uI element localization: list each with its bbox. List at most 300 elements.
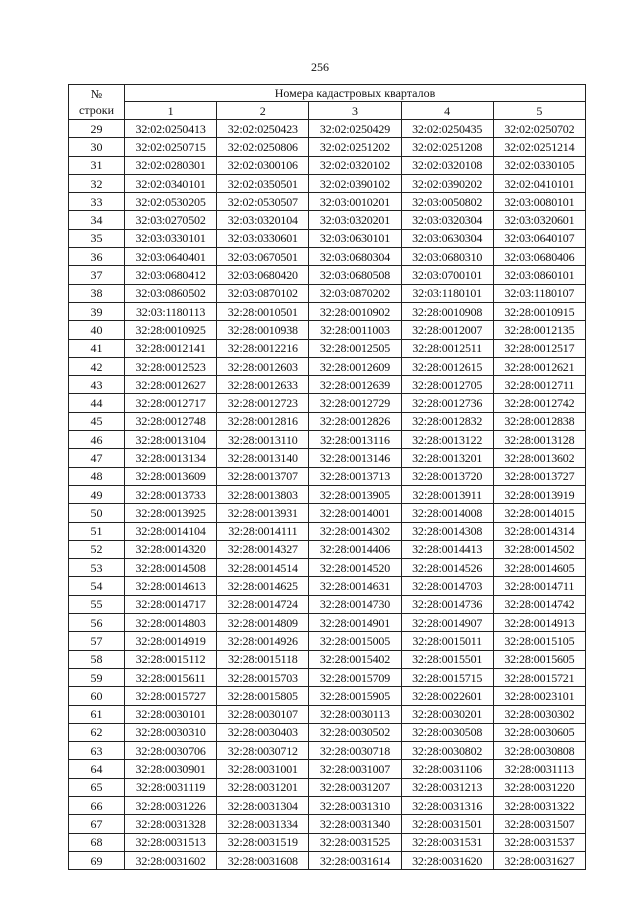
table-row xyxy=(69,266,586,284)
cadastral-code-cell: 32:02:0250413 xyxy=(125,120,217,138)
cadastral-code-cell: 32:28:0031310 xyxy=(309,796,401,814)
cadastral-code-cell: 32:03:1180107 xyxy=(493,284,585,302)
cadastral-code-cell: 32:02:0340101 xyxy=(125,174,217,192)
cadastral-code-cell: 32:28:0031106 xyxy=(401,760,493,778)
cadastral-code-cell: 32:28:0015727 xyxy=(125,687,217,705)
cadastral-code-cell: 32:28:0031620 xyxy=(401,851,493,869)
table-row xyxy=(69,284,586,302)
header-row-number xyxy=(69,85,125,120)
cadastral-code-cell: 32:28:0031614 xyxy=(309,851,401,869)
table-row xyxy=(69,796,586,814)
row-number-cell: 43 xyxy=(69,376,125,394)
cadastral-code-cell: 32:28:0012838 xyxy=(493,412,585,430)
column-number-4: 4 xyxy=(401,102,493,120)
cadastral-code-cell: 32:28:0031537 xyxy=(493,833,585,851)
cadastral-code-cell: 32:28:0031201 xyxy=(217,778,309,796)
row-number-cell: 67 xyxy=(69,815,125,833)
cadastral-code-cell: 32:28:0030808 xyxy=(493,742,585,760)
table-row xyxy=(69,815,586,833)
cadastral-code-cell: 32:28:0031316 xyxy=(401,796,493,814)
cadastral-code-cell: 32:28:0031226 xyxy=(125,796,217,814)
cadastral-code-cell: 32:28:0014803 xyxy=(125,614,217,632)
table-row xyxy=(69,851,586,869)
cadastral-code-cell: 32:02:0300106 xyxy=(217,156,309,174)
cadastral-code-cell: 32:28:0012007 xyxy=(401,321,493,339)
cadastral-code-cell: 32:28:0012742 xyxy=(493,394,585,412)
cadastral-code-cell: 32:28:0013713 xyxy=(309,467,401,485)
row-number-cell: 30 xyxy=(69,138,125,156)
cadastral-code-cell: 32:28:0014314 xyxy=(493,522,585,540)
cadastral-code-cell: 32:28:0031322 xyxy=(493,796,585,814)
cadastral-code-cell: 32:03:0680310 xyxy=(401,248,493,266)
row-number-cell: 56 xyxy=(69,614,125,632)
cadastral-code-cell: 32:28:0031531 xyxy=(401,833,493,851)
cadastral-code-cell: 32:28:0014001 xyxy=(309,504,401,522)
cadastral-code-cell: 32:02:0280301 xyxy=(125,156,217,174)
cadastral-code-cell: 32:28:0031007 xyxy=(309,760,401,778)
table-row xyxy=(69,632,586,650)
cadastral-code-cell: 32:28:0012748 xyxy=(125,412,217,430)
cadastral-code-cell: 32:28:0031501 xyxy=(401,815,493,833)
cadastral-code-cell: 32:28:0012517 xyxy=(493,339,585,357)
cadastral-code-cell: 32:28:0031507 xyxy=(493,815,585,833)
cadastral-code-cell: 32:03:0680406 xyxy=(493,248,585,266)
cadastral-code-cell: 32:02:0251208 xyxy=(401,138,493,156)
cadastral-code-cell: 32:03:0050802 xyxy=(401,193,493,211)
table-row xyxy=(69,760,586,778)
table-row xyxy=(69,540,586,558)
cadastral-code-cell: 32:28:0013146 xyxy=(309,449,401,467)
row-number-cell: 35 xyxy=(69,229,125,247)
cadastral-code-cell: 32:28:0014502 xyxy=(493,540,585,558)
row-number-cell: 63 xyxy=(69,742,125,760)
cadastral-code-cell: 32:28:0013911 xyxy=(401,485,493,503)
cadastral-code-cell: 32:28:0031602 xyxy=(125,851,217,869)
row-number-cell: 36 xyxy=(69,248,125,266)
cadastral-code-cell: 32:28:0031119 xyxy=(125,778,217,796)
table-row xyxy=(69,357,586,375)
cadastral-code-cell: 32:03:0630304 xyxy=(401,229,493,247)
cadastral-code-cell: 32:02:0530205 xyxy=(125,193,217,211)
cadastral-code-cell: 32:28:0014320 xyxy=(125,540,217,558)
table-row xyxy=(69,778,586,796)
cadastral-code-cell: 32:28:0014413 xyxy=(401,540,493,558)
cadastral-code-cell: 32:28:0010925 xyxy=(125,321,217,339)
cadastral-code-cell: 32:28:0012633 xyxy=(217,376,309,394)
cadastral-code-cell: 32:03:0640107 xyxy=(493,229,585,247)
row-number-cell: 55 xyxy=(69,595,125,613)
cadastral-code-cell: 32:28:0030901 xyxy=(125,760,217,778)
cadastral-code-cell: 32:02:0250806 xyxy=(217,138,309,156)
cadastral-code-cell: 32:28:0012723 xyxy=(217,394,309,412)
row-number-cell: 50 xyxy=(69,504,125,522)
cadastral-code-cell: 32:28:0012639 xyxy=(309,376,401,394)
cadastral-code-cell: 32:28:0012135 xyxy=(493,321,585,339)
cadastral-code-cell: 32:28:0012627 xyxy=(125,376,217,394)
column-number-3: 3 xyxy=(309,102,401,120)
row-number-cell: 46 xyxy=(69,431,125,449)
cadastral-code-cell: 32:28:0031525 xyxy=(309,833,401,851)
table-row xyxy=(69,321,586,339)
row-number-cell: 40 xyxy=(69,321,125,339)
cadastral-code-cell: 32:28:0012609 xyxy=(309,357,401,375)
cadastral-code-cell: 32:03:0680508 xyxy=(309,266,401,284)
cadastral-code-cell: 32:02:0250423 xyxy=(217,120,309,138)
row-number-cell: 66 xyxy=(69,796,125,814)
cadastral-code-cell: 32:28:0013803 xyxy=(217,485,309,503)
row-number-cell: 52 xyxy=(69,540,125,558)
row-number-cell: 51 xyxy=(69,522,125,540)
cadastral-code-cell: 32:28:0014901 xyxy=(309,614,401,632)
cadastral-code-cell: 32:03:0320304 xyxy=(401,211,493,229)
cadastral-code-cell: 32:28:0012816 xyxy=(217,412,309,430)
cadastral-code-cell: 32:28:0013609 xyxy=(125,467,217,485)
table-row xyxy=(69,394,586,412)
row-number-cell: 61 xyxy=(69,705,125,723)
cadastral-code-cell: 32:28:0014406 xyxy=(309,540,401,558)
cadastral-code-cell: 32:28:0014711 xyxy=(493,577,585,595)
cadastral-code-cell: 32:28:0014508 xyxy=(125,559,217,577)
cadastral-code-cell: 32:28:0030508 xyxy=(401,723,493,741)
table-row xyxy=(69,595,586,613)
cadastral-code-cell: 32:28:0015011 xyxy=(401,632,493,650)
cadastral-code-cell: 32:28:0014736 xyxy=(401,595,493,613)
table-row xyxy=(69,412,586,430)
cadastral-code-cell: 32:28:0030605 xyxy=(493,723,585,741)
table-row xyxy=(69,120,586,138)
table-header xyxy=(69,85,586,120)
table-row xyxy=(69,211,586,229)
cadastral-code-cell: 32:28:0015105 xyxy=(493,632,585,650)
cadastral-code-cell: 32:02:0250429 xyxy=(309,120,401,138)
table-row xyxy=(69,229,586,247)
cadastral-code-cell: 32:28:0012523 xyxy=(125,357,217,375)
cadastral-code-cell: 32:28:0030403 xyxy=(217,723,309,741)
cadastral-code-cell: 32:03:1180101 xyxy=(401,284,493,302)
cadastral-code-cell: 32:03:0640401 xyxy=(125,248,217,266)
cadastral-code-cell: 32:28:0014742 xyxy=(493,595,585,613)
cadastral-code-cell: 32:28:0023101 xyxy=(493,687,585,705)
cadastral-code-cell: 32:28:0030201 xyxy=(401,705,493,723)
cadastral-code-cell: 32:03:0860502 xyxy=(125,284,217,302)
cadastral-code-cell: 32:28:0014717 xyxy=(125,595,217,613)
cadastral-code-cell: 32:28:0030706 xyxy=(125,742,217,760)
cadastral-code-cell: 32:28:0014926 xyxy=(217,632,309,650)
cadastral-code-cell: 32:28:0031513 xyxy=(125,833,217,851)
cadastral-code-cell: 32:28:0014526 xyxy=(401,559,493,577)
cadastral-code-cell: 32:28:0013733 xyxy=(125,485,217,503)
cadastral-code-cell: 32:28:0013905 xyxy=(309,485,401,503)
cadastral-code-cell: 32:28:0014730 xyxy=(309,595,401,613)
cadastral-code-cell: 32:28:0030302 xyxy=(493,705,585,723)
cadastral-code-cell: 32:28:0014111 xyxy=(217,522,309,540)
cadastral-code-cell: 32:28:0014104 xyxy=(125,522,217,540)
cadastral-code-cell: 32:28:0014514 xyxy=(217,559,309,577)
table-row xyxy=(69,138,586,156)
table-body xyxy=(69,120,586,870)
row-number-cell: 48 xyxy=(69,467,125,485)
cadastral-code-cell: 32:03:0320601 xyxy=(493,211,585,229)
cadastral-code-cell: 32:03:0680420 xyxy=(217,266,309,284)
cadastral-code-cell: 32:03:0320201 xyxy=(309,211,401,229)
table-row xyxy=(69,504,586,522)
cadastral-code-cell: 32:28:0031340 xyxy=(309,815,401,833)
row-number-cell: 53 xyxy=(69,559,125,577)
cadastral-code-cell: 32:02:0320102 xyxy=(309,156,401,174)
cadastral-code-cell: 32:28:0031608 xyxy=(217,851,309,869)
cadastral-code-cell: 32:02:0250702 xyxy=(493,120,585,138)
cadastral-code-cell: 32:28:0031304 xyxy=(217,796,309,814)
cadastral-code-cell: 32:28:0012216 xyxy=(217,339,309,357)
cadastral-code-cell: 32:03:0680304 xyxy=(309,248,401,266)
table-row xyxy=(69,577,586,595)
cadastral-code-cell: 32:28:0015112 xyxy=(125,650,217,668)
row-number-cell: 33 xyxy=(69,193,125,211)
cadastral-code-cell: 32:02:0530507 xyxy=(217,193,309,211)
cadastral-code-cell: 32:28:0031519 xyxy=(217,833,309,851)
cadastral-code-cell: 32:28:0030310 xyxy=(125,723,217,741)
cadastral-code-cell: 32:28:0013707 xyxy=(217,467,309,485)
cadastral-code-cell: 32:03:0010201 xyxy=(309,193,401,211)
row-number-cell: 54 xyxy=(69,577,125,595)
cadastral-code-cell: 32:28:0012621 xyxy=(493,357,585,375)
cadastral-code-cell: 32:28:0010908 xyxy=(401,302,493,320)
row-number-cell: 41 xyxy=(69,339,125,357)
table-row xyxy=(69,522,586,540)
cadastral-code-cell: 32:28:0015605 xyxy=(493,650,585,668)
row-number-cell: 57 xyxy=(69,632,125,650)
cadastral-code-cell: 32:02:0251214 xyxy=(493,138,585,156)
cadastral-code-cell: 32:02:0250435 xyxy=(401,120,493,138)
cadastral-code-cell: 32:02:0390102 xyxy=(309,174,401,192)
table-row xyxy=(69,376,586,394)
table-row xyxy=(69,723,586,741)
cadastral-code-cell: 32:28:0012736 xyxy=(401,394,493,412)
row-number-cell: 68 xyxy=(69,833,125,851)
cadastral-code-cell: 32:28:0012505 xyxy=(309,339,401,357)
cadastral-code-cell: 32:03:0270502 xyxy=(125,211,217,229)
table-row xyxy=(69,559,586,577)
table-row xyxy=(69,742,586,760)
row-number-cell: 31 xyxy=(69,156,125,174)
cadastral-code-cell: 32:03:0680412 xyxy=(125,266,217,284)
table-row xyxy=(69,687,586,705)
header-column-numbers xyxy=(69,102,586,120)
row-number-cell: 32 xyxy=(69,174,125,192)
cadastral-code-cell: 32:28:0031334 xyxy=(217,815,309,833)
cadastral-code-cell: 32:28:0012141 xyxy=(125,339,217,357)
cadastral-code-cell: 32:28:0015905 xyxy=(309,687,401,705)
table-row xyxy=(69,431,586,449)
table-row xyxy=(69,248,586,266)
cadastral-code-cell: 32:28:0015709 xyxy=(309,668,401,686)
cadastral-code-cell: 32:28:0022601 xyxy=(401,687,493,705)
column-number-5: 5 xyxy=(493,102,585,120)
cadastral-code-cell: 32:28:0012717 xyxy=(125,394,217,412)
table-row xyxy=(69,302,586,320)
cadastral-code-cell: 32:28:0014613 xyxy=(125,577,217,595)
table-row xyxy=(69,156,586,174)
row-number-cell: 44 xyxy=(69,394,125,412)
row-number-cell: 42 xyxy=(69,357,125,375)
table-row xyxy=(69,339,586,357)
row-number-cell: 38 xyxy=(69,284,125,302)
cadastral-code-cell: 32:02:0250715 xyxy=(125,138,217,156)
row-number-cell: 37 xyxy=(69,266,125,284)
cadastral-code-cell: 32:28:0031213 xyxy=(401,778,493,796)
cadastral-code-cell: 32:28:0015611 xyxy=(125,668,217,686)
cadastral-code-cell: 32:28:0012826 xyxy=(309,412,401,430)
cadastral-code-cell: 32:28:0031627 xyxy=(493,851,585,869)
cadastral-code-cell: 32:02:0390202 xyxy=(401,174,493,192)
cadastral-code-cell: 32:28:0012832 xyxy=(401,412,493,430)
cadastral-code-cell: 32:28:0014008 xyxy=(401,504,493,522)
cadastral-code-cell: 32:03:1180113 xyxy=(125,302,217,320)
row-number-cell: 69 xyxy=(69,851,125,869)
cadastral-code-cell: 32:28:0010938 xyxy=(217,321,309,339)
cadastral-code-cell: 32:28:0014907 xyxy=(401,614,493,632)
cadastral-code-cell: 32:28:0013919 xyxy=(493,485,585,503)
row-number-cell: 49 xyxy=(69,485,125,503)
cadastral-code-cell: 32:28:0014605 xyxy=(493,559,585,577)
row-number-cell: 65 xyxy=(69,778,125,796)
cadastral-code-cell: 32:28:0010501 xyxy=(217,302,309,320)
column-number-1: 1 xyxy=(125,102,217,120)
cadastral-code-cell: 32:28:0012705 xyxy=(401,376,493,394)
cadastral-code-cell: 32:28:0030101 xyxy=(125,705,217,723)
header-group-title: Номера кадастровых кварталов xyxy=(125,85,586,102)
cadastral-code-cell: 32:28:0013140 xyxy=(217,449,309,467)
table-row xyxy=(69,174,586,192)
cadastral-code-cell: 32:03:0870202 xyxy=(309,284,401,302)
cadastral-code-cell: 32:28:0031113 xyxy=(493,760,585,778)
cadastral-code-cell: 32:28:0030113 xyxy=(309,705,401,723)
cadastral-code-cell: 32:28:0015118 xyxy=(217,650,309,668)
cadastral-code-cell: 32:28:0031328 xyxy=(125,815,217,833)
cadastral-code-cell: 32:03:0700101 xyxy=(401,266,493,284)
table-row xyxy=(69,485,586,503)
cadastral-code-cell: 32:28:0030107 xyxy=(217,705,309,723)
column-number-2: 2 xyxy=(217,102,309,120)
cadastral-code-cell: 32:28:0013720 xyxy=(401,467,493,485)
cadastral-code-cell: 32:28:0014703 xyxy=(401,577,493,595)
cadastral-code-cell: 32:03:0080101 xyxy=(493,193,585,211)
table-row xyxy=(69,650,586,668)
table-row xyxy=(69,668,586,686)
cadastral-code-cell: 32:03:0330601 xyxy=(217,229,309,247)
cadastral-code-cell: 32:28:0014302 xyxy=(309,522,401,540)
cadastral-code-cell: 32:28:0031001 xyxy=(217,760,309,778)
cadastral-code-cell: 32:28:0014327 xyxy=(217,540,309,558)
table-row xyxy=(69,833,586,851)
cadastral-code-cell: 32:02:0410101 xyxy=(493,174,585,192)
table-row xyxy=(69,449,586,467)
cadastral-code-cell: 32:28:0014631 xyxy=(309,577,401,595)
cadastral-code-cell: 32:28:0013602 xyxy=(493,449,585,467)
row-number-cell: 64 xyxy=(69,760,125,778)
row-number-cell: 47 xyxy=(69,449,125,467)
cadastral-code-cell: 32:28:0014520 xyxy=(309,559,401,577)
cadastral-code-cell: 32:28:0014913 xyxy=(493,614,585,632)
row-number-cell: 34 xyxy=(69,211,125,229)
table-row xyxy=(69,193,586,211)
cadastral-code-cell: 32:28:0012711 xyxy=(493,376,585,394)
table-row xyxy=(69,467,586,485)
cadastral-code-cell: 32:28:0013201 xyxy=(401,449,493,467)
cadastral-code-cell: 32:03:0320104 xyxy=(217,211,309,229)
cadastral-code-cell: 32:28:0030802 xyxy=(401,742,493,760)
cadastral-code-cell: 32:02:0350501 xyxy=(217,174,309,192)
cadastral-code-cell: 32:28:0012729 xyxy=(309,394,401,412)
header-row-group xyxy=(69,85,586,102)
cadastral-code-cell: 32:28:0031220 xyxy=(493,778,585,796)
cadastral-code-cell: 32:28:0012615 xyxy=(401,357,493,375)
table-row xyxy=(69,705,586,723)
cadastral-code-cell: 32:28:0030718 xyxy=(309,742,401,760)
row-number-cell: 45 xyxy=(69,412,125,430)
cadastral-code-cell: 32:28:0014919 xyxy=(125,632,217,650)
row-number-cell: 62 xyxy=(69,723,125,741)
cadastral-code-cell: 32:28:0013727 xyxy=(493,467,585,485)
cadastral-code-cell: 32:02:0330105 xyxy=(493,156,585,174)
cadastral-code-cell: 32:03:0870102 xyxy=(217,284,309,302)
cadastral-code-cell: 32:28:0013134 xyxy=(125,449,217,467)
cadastral-code-cell: 32:03:0860101 xyxy=(493,266,585,284)
cadastral-code-cell: 32:28:0013122 xyxy=(401,431,493,449)
cadastral-code-cell: 32:28:0015715 xyxy=(401,668,493,686)
header-row-label: строки xyxy=(79,102,114,117)
cadastral-code-cell: 32:28:0014015 xyxy=(493,504,585,522)
cadastral-code-cell: 32:28:0015005 xyxy=(309,632,401,650)
cadastral-code-cell: 32:03:0630101 xyxy=(309,229,401,247)
cadastral-code-cell: 32:28:0012511 xyxy=(401,339,493,357)
cadastral-code-cell: 32:28:0015703 xyxy=(217,668,309,686)
cadastral-code-cell: 32:28:0015721 xyxy=(493,668,585,686)
row-number-cell: 39 xyxy=(69,302,125,320)
cadastral-code-cell: 32:28:0010915 xyxy=(493,302,585,320)
cadastral-code-cell: 32:28:0014724 xyxy=(217,595,309,613)
cadastral-code-cell: 32:28:0013931 xyxy=(217,504,309,522)
page-number: 256 xyxy=(311,60,329,74)
cadastral-code-cell: 32:03:0330101 xyxy=(125,229,217,247)
cadastral-code-cell: 32:28:0030502 xyxy=(309,723,401,741)
cadastral-code-cell: 32:28:0015402 xyxy=(309,650,401,668)
cadastral-code-cell: 32:28:0013128 xyxy=(493,431,585,449)
cadastral-code-cell: 32:28:0014308 xyxy=(401,522,493,540)
cadastral-code-cell: 32:28:0011003 xyxy=(309,321,401,339)
cadastral-code-cell: 32:28:0013104 xyxy=(125,431,217,449)
cadastral-code-cell: 32:28:0012603 xyxy=(217,357,309,375)
cadastral-code-cell: 32:28:0015501 xyxy=(401,650,493,668)
table-row xyxy=(69,614,586,632)
cadastral-code-cell: 32:28:0013110 xyxy=(217,431,309,449)
cadastral-code-cell: 32:02:0320108 xyxy=(401,156,493,174)
cadastral-code-cell: 32:28:0013925 xyxy=(125,504,217,522)
row-number-cell: 59 xyxy=(69,668,125,686)
cadastral-code-cell: 32:28:0010902 xyxy=(309,302,401,320)
cadastral-code-cell: 32:28:0015805 xyxy=(217,687,309,705)
cadastral-code-cell: 32:28:0013116 xyxy=(309,431,401,449)
cadastral-code-cell: 32:28:0031207 xyxy=(309,778,401,796)
row-number-cell: 60 xyxy=(69,687,125,705)
cadastral-code-cell: 32:28:0014809 xyxy=(217,614,309,632)
row-number-cell: 58 xyxy=(69,650,125,668)
cadastral-code-cell: 32:02:0251202 xyxy=(309,138,401,156)
row-number-cell: 29 xyxy=(69,120,125,138)
cadastral-quarters-table xyxy=(68,84,586,870)
cadastral-code-cell: 32:28:0014625 xyxy=(217,577,309,595)
cadastral-code-cell: 32:28:0030712 xyxy=(217,742,309,760)
